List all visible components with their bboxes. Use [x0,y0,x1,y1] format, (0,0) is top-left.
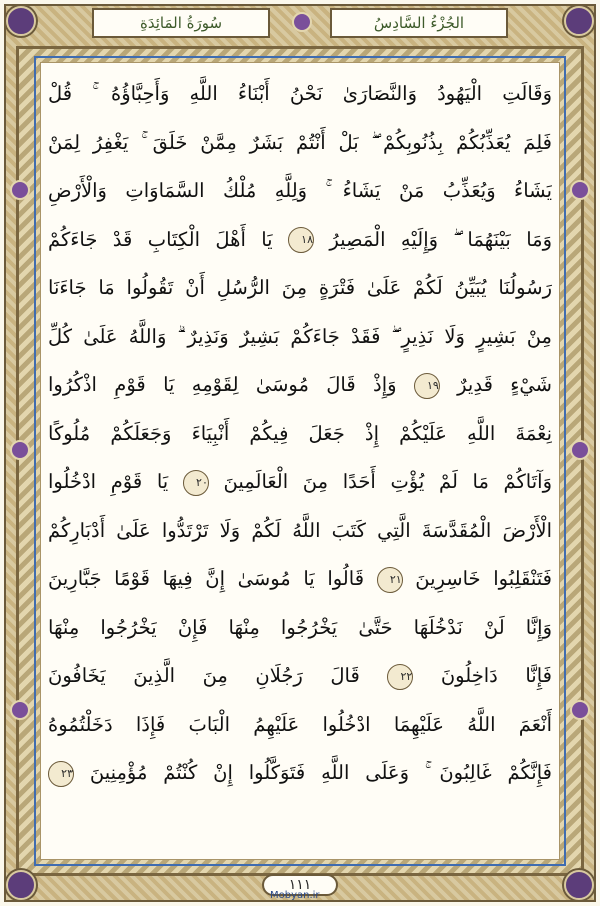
watermark: Mobyan.ir [270,890,320,901]
text-line [48,749,552,798]
ayah-number-marker: ٢٢ [387,664,413,690]
rosette-icon [570,700,590,720]
text-line [48,119,552,168]
verse-text: فَإِنَّكُمْ غَالِبُونَ ۚ وَعَلَى اللَّهِ فَتَوَكَّلُوا إِنْ كُنْتُمْ مُؤْمِنِينَ [89,761,552,784]
verse-text: وَقَالَتِ الْيَهُودُ وَالنَّصَارَىٰ نَحْنُ أَبْنَاءُ اللَّهِ وَأَحِبَّاؤُهُ ۚ قُلْ [48,82,552,105]
text-line [48,604,552,653]
text-line [48,555,552,604]
verse-text: قَالَ رَجُلَانِ مِنَ الَّذِينَ يَخَافُونَ [48,664,360,687]
text-line [48,216,552,265]
rosette-icon [292,12,312,32]
text-line [48,361,552,410]
verse-text: الْأَرْضَ الْمُقَدَّسَةَ الَّتِي كَتَبَ اللَّهُ لَكُمْ وَلَا تَرْتَدُّوا عَلَىٰ أَدْبَارِكُمْ [48,518,552,542]
surah-header [92,8,270,38]
ayah-number-marker: ٢٣ [48,761,74,787]
quran-text-block [48,70,552,798]
text-line [48,652,552,701]
text-line [48,167,552,216]
verse-text: وَإِنَّا لَنْ نَدْخُلَهَا حَتَّىٰ يَخْرُجُوا مِنْهَا فَإِنْ يَخْرُجُوا مِنْهَا [48,615,552,639]
verse-text: نِعْمَةَ اللَّهِ عَلَيْكُمْ إِذْ جَعَلَ فِيكُمْ أَنْبِيَاءَ وَجَعَلَكُمْ مُلُوكًا [48,421,552,445]
verse-text: يَشَاءُ وَيُعَذِّبُ مَنْ يَشَاءُ ۚ وَلِلَّهِ مُلْكُ السَّمَاوَاتِ وَالْأَرْضِ [48,179,552,202]
verse-text: فَتَنْقَلِبُوا خَاسِرِينَ [415,567,552,590]
verse-text: رَسُولُنَا يُبَيِّنُ لَكُمْ عَلَىٰ فَتْرَةٍ مِنَ الرُّسُلِ أَنْ تَقُولُوا مَا جَاءَنَا [48,276,552,299]
verse-text: شَيْءٍ قَدِيرٌ [457,373,552,396]
text-line [48,701,552,750]
verse-text: فَلِمَ يُعَذِّبُكُمْ بِذُنُوبِكُمْ ۖ بَلْ أَنْتُمْ بَشَرٌ مِمَّنْ خَلَقَ ۚ يَغْفِرُ لِمَنْ [48,130,552,154]
text-line [48,507,552,556]
verse-text: وَآتَاكُمْ مَا لَمْ يُؤْتِ أَحَدًا مِنَ الْعَالَمِينَ [223,470,552,493]
verse-text: أَنْعَمَ اللَّهُ عَلَيْهِمَا ادْخُلُوا عَلَيْهِمُ الْبَابَ فَإِذَا دَخَلْتُمُوهُ [48,712,552,736]
corner-ornament-icon [6,6,36,36]
verse-text: يَا قَوْمِ ادْخُلُوا [48,470,169,493]
ayah-number-marker: ١٩ [414,373,440,399]
text-line [48,264,552,313]
juz-name: الجُزْءُ السَّادِسُ [373,14,465,32]
verse-text: وَإِذْ قَالَ مُوسَىٰ لِقَوْمِهِ يَا قَوْمِ اذْكُرُوا [48,373,397,396]
corner-ornament-icon [564,6,594,36]
juz-header [330,8,508,38]
text-line [48,70,552,119]
verse-text: وَمَا بَيْنَهُمَا ۖ وَإِلَيْهِ الْمَصِيرُ [329,227,552,251]
rosette-icon [570,180,590,200]
corner-ornament-icon [6,870,36,900]
verse-text: فَإِنَّا دَاخِلُونَ [440,664,552,687]
page-number: ١١١ [262,874,338,896]
text-line [48,313,552,362]
rosette-icon [570,440,590,460]
verse-text: يَا أَهْلَ الْكِتَابِ قَدْ جَاءَكُمْ [48,227,273,251]
verse-text: مِنْ بَشِيرٍ وَلَا نَذِيرٍ ۖ فَقَدْ جَاءَكُمْ بَشِيرٌ وَنَذِيرٌ ۗ وَاللَّهُ عَلَىٰ كُلِّ [48,324,552,348]
rosette-icon [10,700,30,720]
corner-ornament-icon [564,870,594,900]
surah-name: سُورَةُ المَائِدَةِ [139,14,223,32]
verse-text: قَالُوا يَا مُوسَىٰ إِنَّ فِيهَا قَوْمًا جَبَّارِينَ [48,567,365,590]
ayah-number-marker: ٢٠ [183,470,209,496]
text-line [48,410,552,459]
ayah-number-marker: ١٨ [288,227,314,253]
rosette-icon [10,440,30,460]
ayah-number-marker: ٢١ [377,567,403,593]
rosette-icon [10,180,30,200]
text-line [48,458,552,507]
